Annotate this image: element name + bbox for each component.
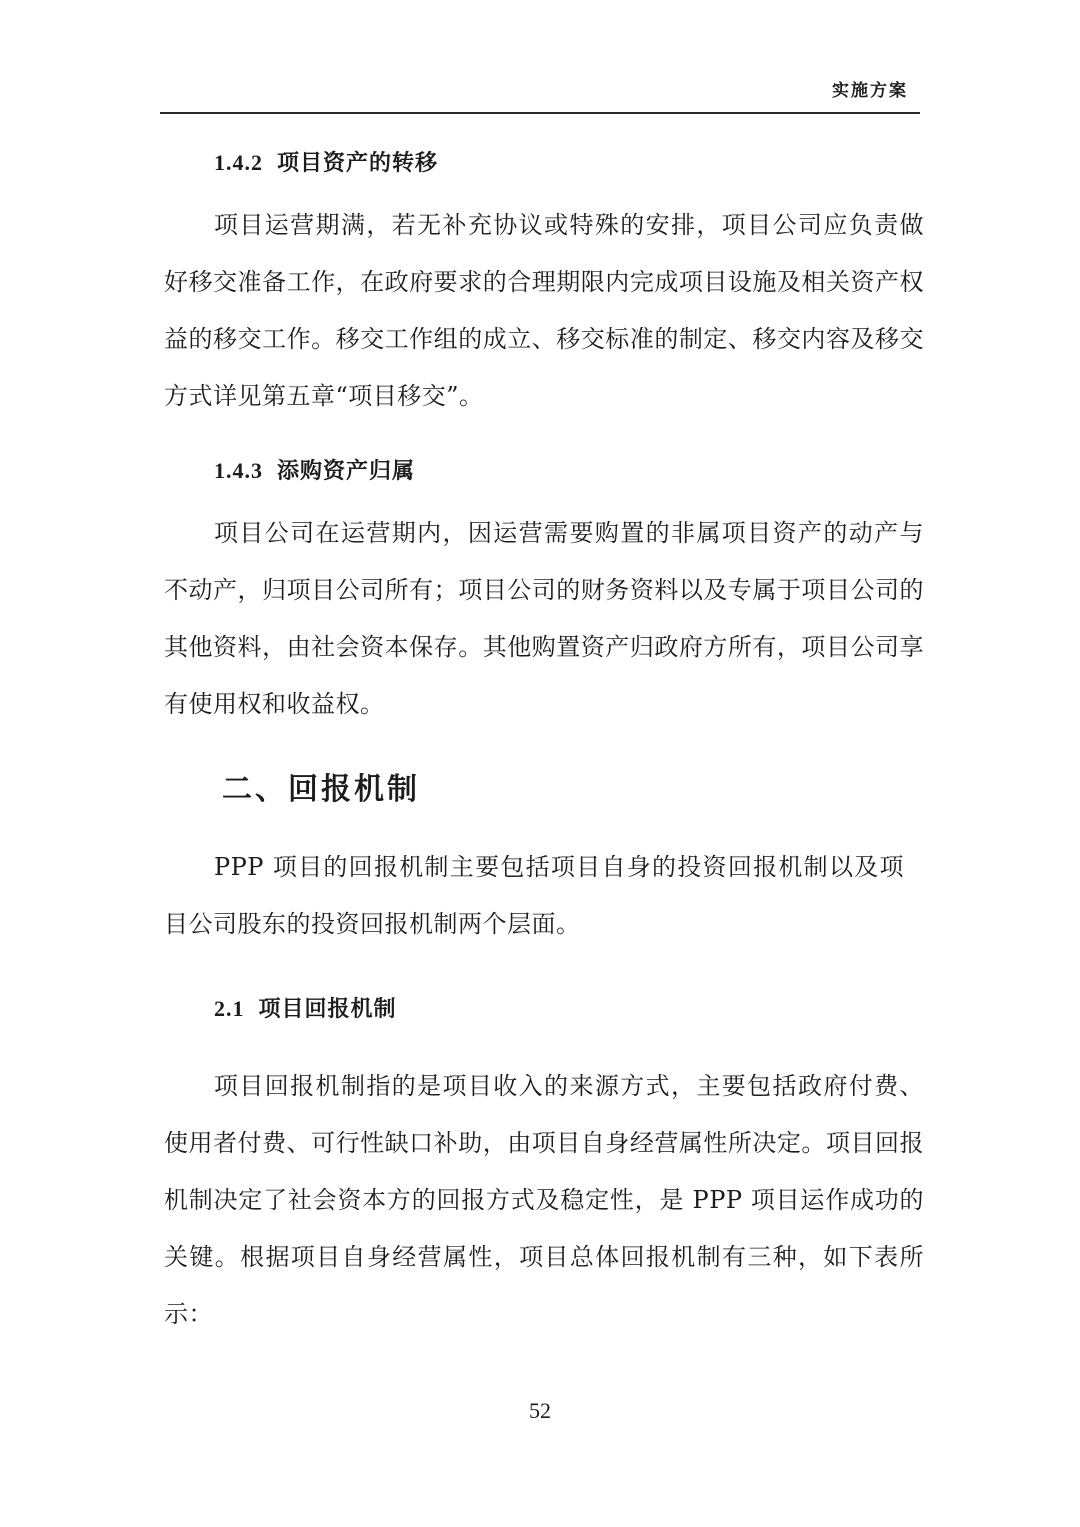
section-number: 1.4.3 bbox=[214, 458, 263, 483]
chapter-heading: 二、回报机制 bbox=[222, 772, 420, 807]
running-header: 实施方案 bbox=[832, 81, 908, 101]
section-title: 项目资产的转移 bbox=[277, 150, 439, 176]
section-title: 添购资产归属 bbox=[277, 458, 416, 484]
section-number: 1.4.2 bbox=[214, 150, 263, 175]
paragraph-asset-transfer: 项目运营期满，若无补充协议或特殊的安排，项目公司应负责做好移交准备工作，在政府要求的合理期限内完成项目设施及相关资产权益的移交工作。移交工作组的成立、移交标准的制定、移交内容及移交方式详见第五章“项目移交”。 bbox=[164, 211, 924, 410]
paragraph-return-mechanism: PPP 项目的回报机制主要包括项目自身的投资回报机制以及项目公司股东的投资回报机制两个层面。 bbox=[164, 853, 904, 938]
section-number: 2.1 bbox=[214, 996, 245, 1021]
header-divider bbox=[160, 112, 920, 114]
section-title: 项目回报机制 bbox=[258, 996, 397, 1022]
page-number: 52 bbox=[529, 1398, 551, 1423]
section-heading-2-1 bbox=[214, 992, 397, 1023]
paragraph-asset-ownership: 项目公司在运营期内，因运营需要购置的非属项目资产的动产与不动产，归项目公司所有；项目公司的财务资料以及专属于项目公司的其他资料，由社会资本保存。其他购置资产归政府方所有，项目公司享有使用权和收益权。 bbox=[164, 519, 924, 718]
paragraph-project-return: 项目回报机制指的是项目收入的来源方式，主要包括政府付费、使用者付费、可行性缺口补助，由项目自身经营属性所决定。项目回报机制决定了社会资本方的回报方式及稳定性，是 PPP 项目运作成功的关键。根据项目自身经营属性，项目总体回报机制有三种，如下表所示： bbox=[164, 1072, 924, 1328]
section-heading-1-4-3 bbox=[214, 454, 415, 485]
section-heading-1-4-2 bbox=[214, 146, 438, 177]
